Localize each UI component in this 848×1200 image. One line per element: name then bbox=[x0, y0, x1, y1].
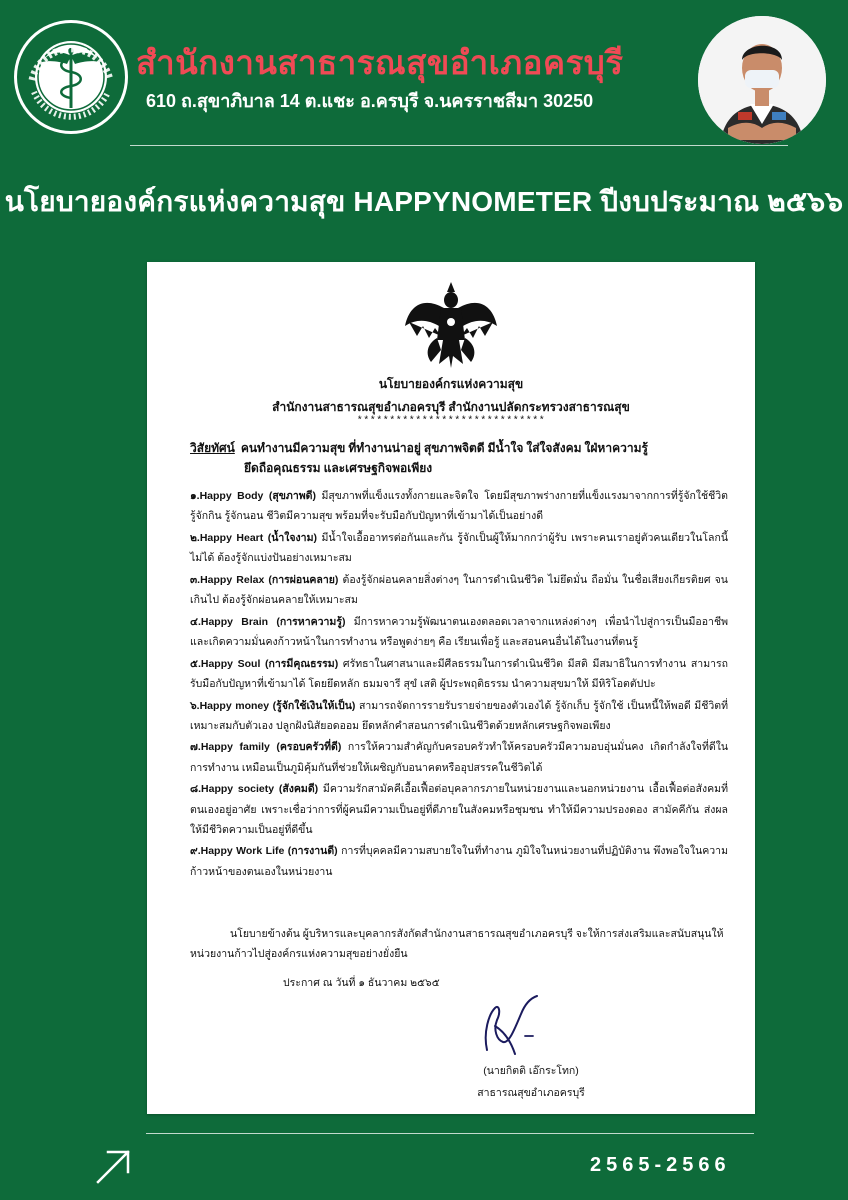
person-portrait-icon bbox=[698, 16, 826, 144]
policy-heading: ๗.Happy family (ครอบครัวที่ดี) bbox=[190, 741, 342, 754]
list-item bbox=[190, 737, 728, 777]
avatar bbox=[698, 16, 826, 144]
vision-statement bbox=[190, 438, 720, 478]
document-separator: ***************************** bbox=[356, 416, 546, 427]
ministry-logo bbox=[12, 18, 130, 136]
policy-text: ศรัทธาในศาสนาและมีศีลธรรมในการดำเนินชีวิต มีสติ มีสมาธิในการทำงาน สามารถรับมือกับปัญหาที่เข้ามาได้ โดยยึดหลัก ธมมจารี สุขํ เสติ ผู้ประพฤติธรรม นำความสุขมาให้ มีหิริโอตตัปปะ bbox=[190, 657, 729, 690]
policy-heading: ๓.Happy Relax (การผ่อนคลาย) bbox=[190, 573, 339, 586]
list-item bbox=[190, 696, 728, 736]
policy-text: การให้ความสำคัญกับครอบครัวทำให้ครอบครัวมีความอบอุ่นมั่นคง เกิดกำลังใจที่ดีในการทำงาน เหมือนเป็นภูมิคุ้มกันที่ช่วยให้เผชิญกับอนาคตหรืออุปสรรคในชีวิตได้ bbox=[190, 741, 728, 774]
policy-list bbox=[190, 486, 728, 883]
org-address: 610 ถ.สุขาภิบาล 14 ต.แชะ อ.ครบุรี จ.นครราชสีมา 30250 bbox=[146, 91, 594, 111]
vision-label: วิสัยทัศน์ bbox=[190, 441, 235, 455]
org-name: สำนักงานสาธารณสุขอำเภอครบุรี bbox=[136, 44, 624, 81]
document-subtitle: สำนักงานสาธารณสุขอำเภอครบุรี สำนักงานปลัดกระทรวงสาธารณสุข bbox=[272, 400, 630, 414]
policy-text: มีการหาความรู้พัฒนาตนเองตลอดเวลาจากแหล่งต่างๆ เพื่อนำไปสู่การเป็นมืออาชีพ และเกิดความมั่นคงก้าวหน้าในการทำงาน หรือพูดง่ายๆ คือ เรียนเพื่อรู้ และสอนคนอื่นได้ในงานที่ตนรู้ bbox=[190, 615, 728, 648]
policy-text: มีสุขภาพที่แข็งแรงทั้งกายและจิตใจ โดยมีสุขภาพร่างกายที่แข็งแรงมาจากการที่รู้จักใช้ชีวิต รู้จักกิน รู้จักนอน ชีวิตมีความสุข พร้อมที่จะรับมือกับปัญหาที่เข้ามาได้เป็นอย่างดี bbox=[190, 490, 728, 523]
policy-heading: ๖.Happy money (รู้จักใช้เงินให้เป็น) bbox=[190, 699, 356, 712]
vision-text: คนทำงานมีความสุข ที่ทำงานน่าอยู่ สุขภาพจิตดี มีน้ำใจ ใส่ใจสังคม ใฝ่หาความรู้ bbox=[240, 441, 648, 455]
list-item bbox=[190, 654, 728, 694]
policy-heading: ๔.Happy Brain (การหาความรู้) bbox=[190, 615, 346, 628]
policy-text: มีความรักสามัคคีเอื้อเฟื้อต่อบุคลากรภายในหน่วยงานและนอกหน่วยงาน เอื้อเฟื้อต่อสังคมที่ตนเองอยู่อาศัย เพราะเชื่อว่าการที่ผู้คนมีความเป็นอยู่ที่ดีภายในสังคมหรือชุมชน ทำให้มีความปรองดอง สามัคคีกัน ส่งผลให้มีชีวิตความเป็นอยู่ที่ดีขึ้น bbox=[190, 783, 729, 836]
announcement-date: ประกาศ ณ วันที่ ๑ ธันวาคม ๒๕๖๕ bbox=[283, 977, 440, 989]
policy-text: มีน้ำใจเอื้ออาทรต่อกันและกัน รู้จักเป็นผู้ให้มากกว่าผู้รับ เพราะคนเราอยู่ตัวคนเดียวในโลกนี้ไม่ได้ ต้องรู้จักแบ่งปันอย่างเหมาะสม bbox=[190, 531, 728, 565]
header-divider bbox=[130, 145, 788, 146]
signer-name: (นายกิตติ เอ๊กระโทก) bbox=[483, 1065, 579, 1077]
policy-heading: ๑.Happy Body (สุขภาพดี) bbox=[190, 490, 316, 502]
footer-divider bbox=[146, 1133, 754, 1134]
list-item bbox=[190, 612, 728, 652]
vision-line bbox=[190, 438, 720, 458]
year-range: 2565-2566 bbox=[590, 1154, 731, 1176]
list-item bbox=[190, 779, 728, 840]
handwritten-signature bbox=[475, 992, 555, 1062]
list-item bbox=[190, 570, 728, 610]
policy-text: การที่บุคคลมีความสบายใจในที่ทำงาน ภูมิใจในหน่วยงานที่ปฏิบัติงาน พึงพอใจในความก้าวหน้าของตนเองในหน่วยงาน bbox=[190, 845, 728, 878]
policy-heading: ๘.Happy society (สังคมดี) bbox=[190, 783, 319, 796]
signer-title: สาธารณสุขอำเภอครบุรี bbox=[477, 1087, 585, 1099]
closing-statement: นโยบายข้างต้น ผู้บริหารและบุคลากรสังกัดสำนักงานสาธารณสุขอำเภอครบุรี จะให้การส่งเสริมและสนับสนุนให้หน่วยงานก้าวไปสู่องค์กรแห่งความสุขอย่างยั่งยืน bbox=[190, 928, 724, 960]
list-item bbox=[190, 528, 728, 568]
document-title: นโยบายองค์กรแห่งความสุข bbox=[378, 377, 524, 391]
page-title: นโยบายองค์กรแห่งความสุข HAPPYNOMETER ปีงบประมาณ ๒๕๖๖ bbox=[4, 186, 844, 217]
policy-heading: ๒.Happy Heart (น้ำใจงาม) bbox=[190, 531, 317, 544]
vision-text-continued: ยึดถือคุณธรรม และเศรษฐกิจพอเพียง bbox=[244, 461, 433, 475]
policy-document bbox=[147, 262, 755, 1114]
list-item bbox=[190, 486, 728, 526]
garuda-emblem-icon bbox=[403, 278, 499, 370]
policy-text: ต้องรู้จักผ่อนคลายสิ่งต่างๆ ในการดำเนินชีวิต ไม่ยึดมั่น ถือมั่น ในชื่อเสียงเกียรติยศ จนเกินไป ต้องรู้จักผ่อนคลายให้เหมาะสม bbox=[190, 573, 728, 607]
list-item bbox=[190, 841, 728, 881]
policy-heading: ๕.Happy Soul (การมีคุณธรรม) bbox=[190, 657, 339, 670]
arrow-up-right-icon[interactable] bbox=[94, 1148, 132, 1186]
policy-heading: ๙.Happy Work Life (การงานดี) bbox=[190, 845, 338, 858]
policy-text: สามารถจัดการรายรับรายจ่ายของตัวเองได้ รู้จักเก็บ รู้จักใช้ เป็นหนี้ให้พอดี มีชีวิตที่เหมาะสมกับตัวเอง ปลูกฝังนิสัยอดออม ยึดหลักคำสอนการดำเนินชีวิตด้วยหลักเศรษฐกิจพอเพียง bbox=[190, 699, 728, 732]
